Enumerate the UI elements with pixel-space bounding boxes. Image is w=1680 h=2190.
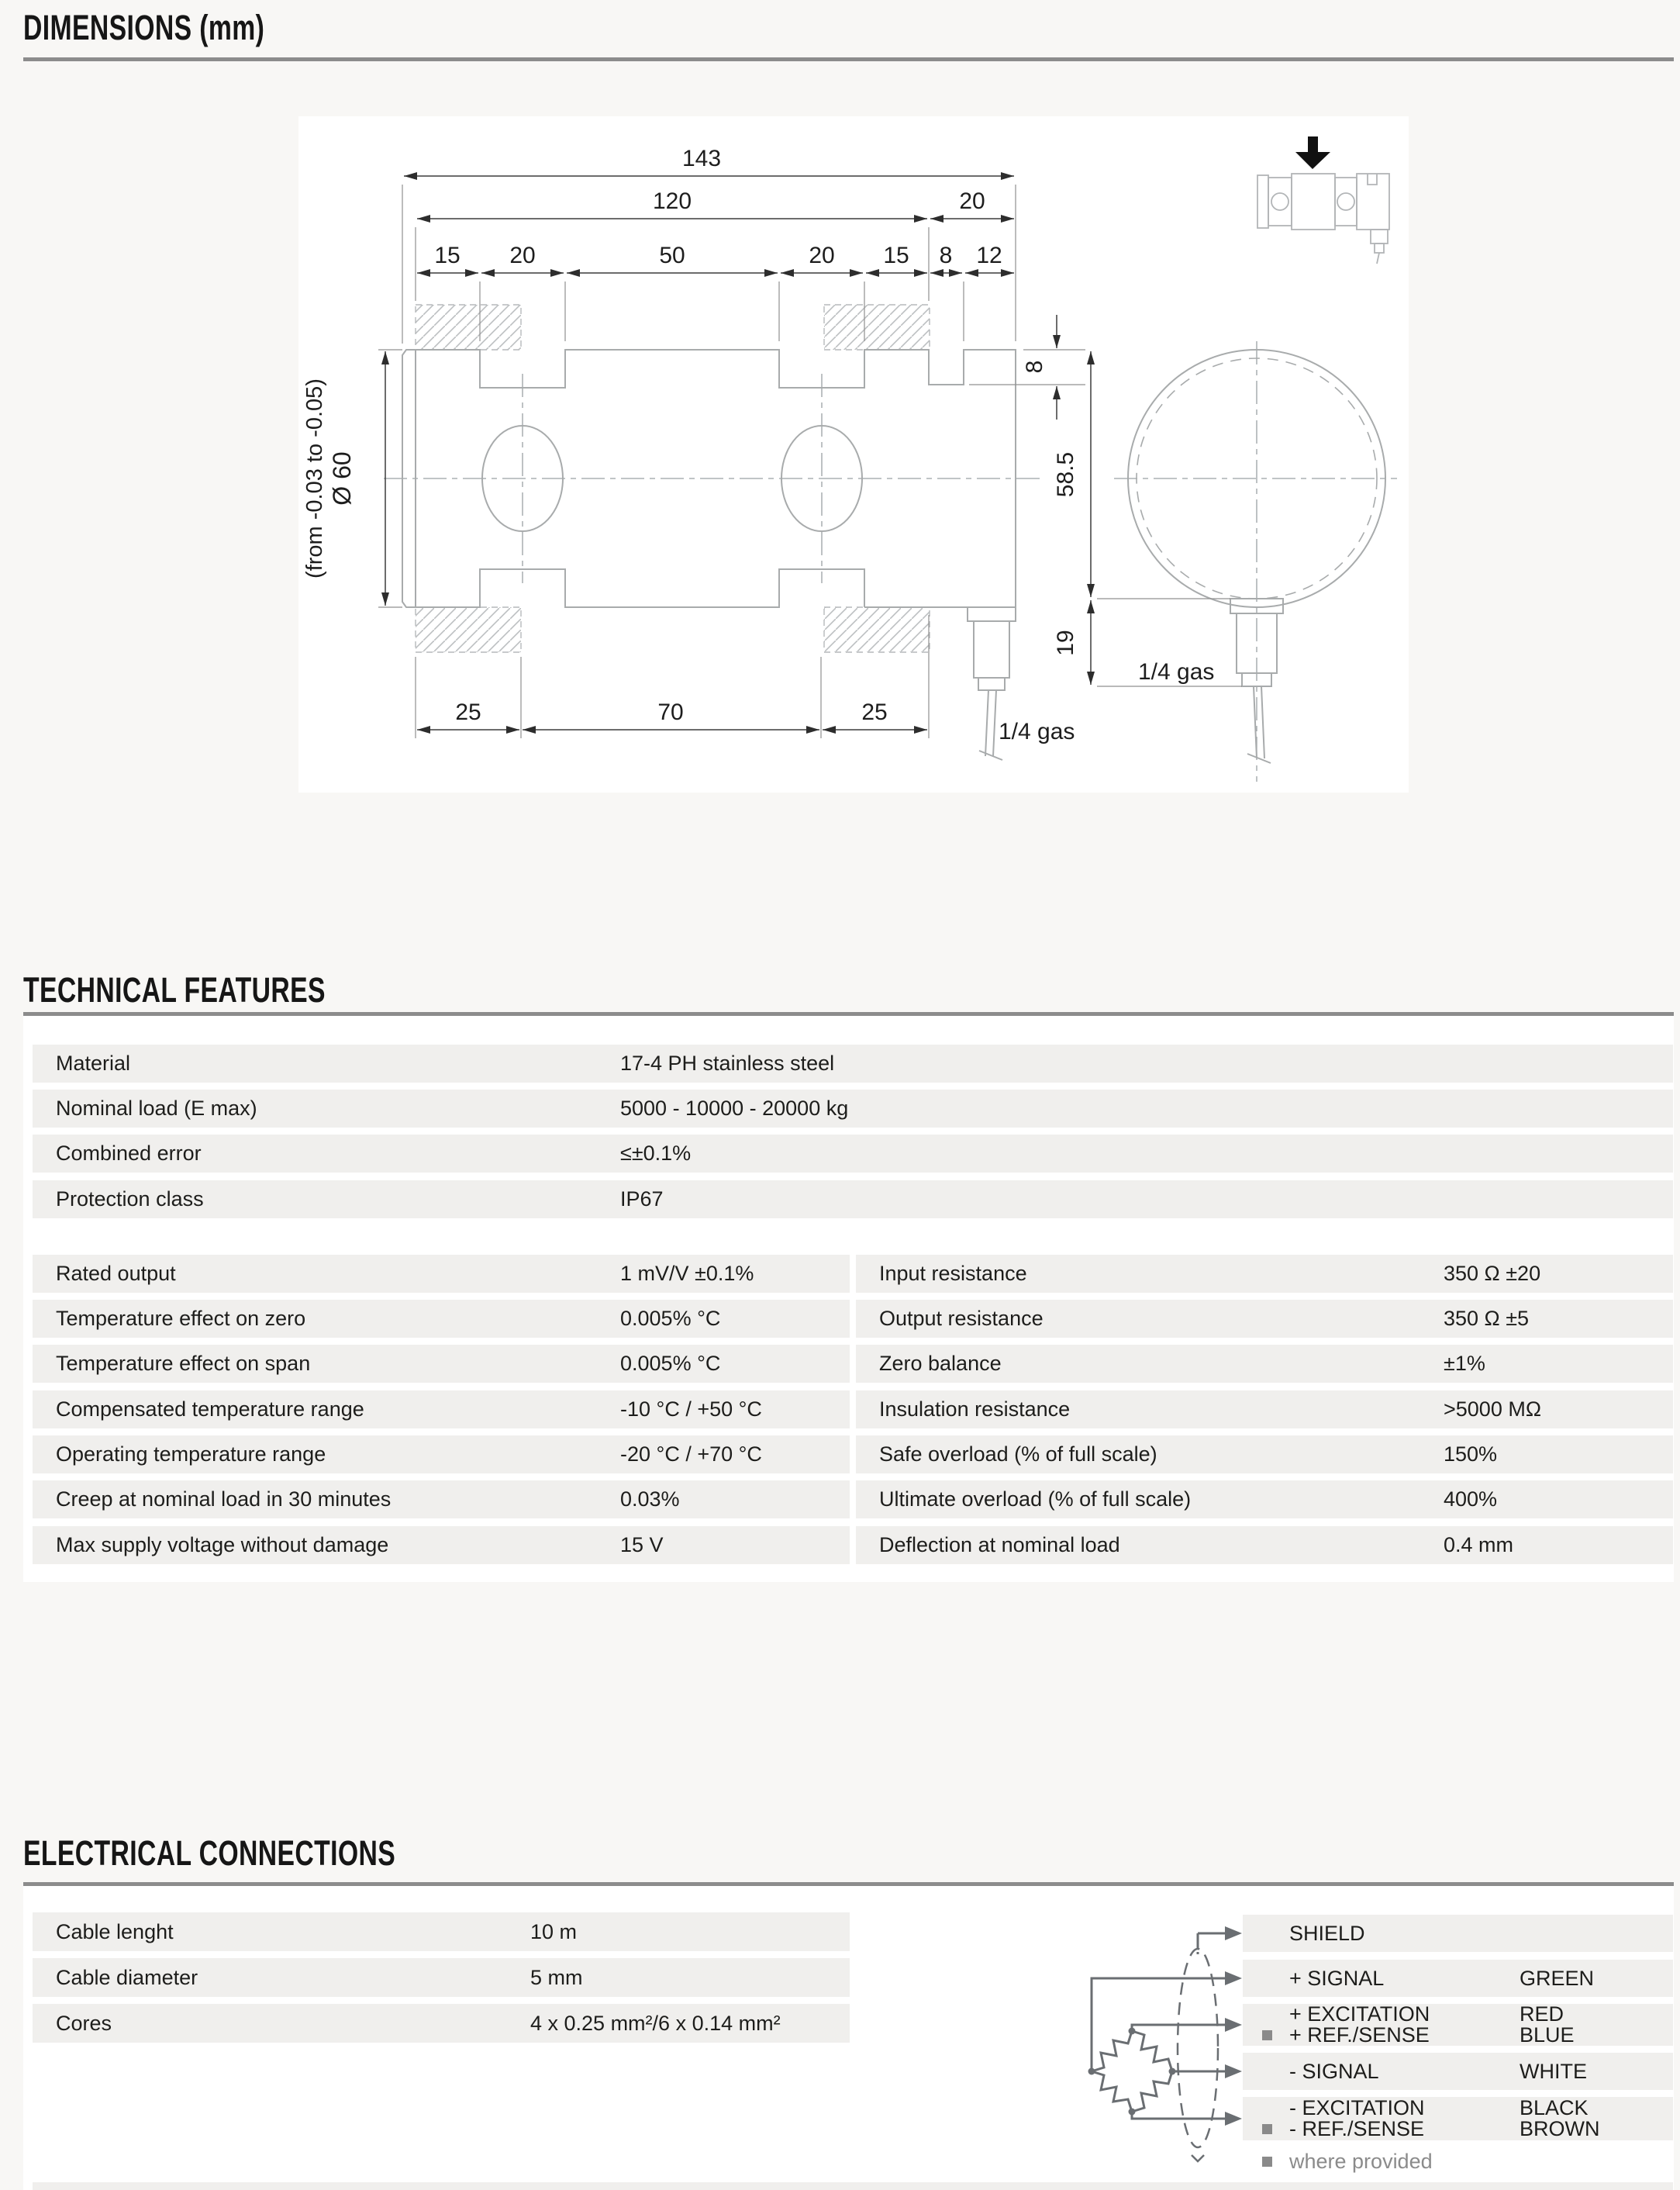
feature-label: Zero balance bbox=[879, 1352, 1002, 1375]
cable-label: Cores bbox=[56, 2011, 112, 2035]
dim-dia-tolerance: (from -0.03 to -0.05) bbox=[302, 378, 327, 579]
feature-value: 15 V bbox=[620, 1533, 664, 1556]
feature-label: Combined error bbox=[56, 1142, 202, 1165]
feature-value: 150% bbox=[1444, 1442, 1498, 1466]
wiring-row bbox=[1243, 2053, 1673, 2090]
table-row bbox=[33, 1912, 850, 1951]
feature-label: Operating temperature range bbox=[56, 1442, 326, 1466]
drawing-canvas bbox=[298, 116, 1409, 793]
feature-label: Protection class bbox=[56, 1187, 204, 1211]
dimensions-title: DIMENSIONS (mm) bbox=[23, 8, 265, 47]
bridge-nodes bbox=[1088, 2028, 1176, 2116]
wiring-row bbox=[1243, 2097, 1673, 2140]
wire-label: + EXCITATION bbox=[1289, 2002, 1430, 2026]
dim-notch-8: 8 bbox=[1022, 360, 1047, 374]
cable-label: Cable lenght bbox=[56, 1919, 174, 1943]
table-row bbox=[33, 2004, 850, 2043]
dim-143: 143 bbox=[681, 146, 722, 171]
cable-value: 4 x 0.25 mm²/6 x 0.14 mm² bbox=[530, 2011, 781, 2035]
feature-value: >5000 MΩ bbox=[1444, 1397, 1542, 1421]
wheatstone-bridge-diagram bbox=[1070, 1900, 1244, 2168]
feature-value: 350 Ω ±20 bbox=[1444, 1262, 1541, 1285]
wire-color: BLUE bbox=[1520, 2023, 1575, 2047]
label-quarter-gas-front: 1/4 gas bbox=[999, 719, 1075, 744]
loadcell-front-view bbox=[402, 350, 1016, 760]
electrical-connections-title: ELECTRICAL CONNECTIONS bbox=[23, 1833, 396, 1873]
feature-value: 0.03% bbox=[620, 1487, 680, 1511]
table-row bbox=[33, 1958, 850, 1997]
dim-seg-20b: 20 bbox=[809, 243, 835, 268]
feature-value: 0.005% °C bbox=[620, 1352, 721, 1375]
feature-label: Temperature effect on zero bbox=[56, 1307, 306, 1330]
feature-value: -20 °C / +70 °C bbox=[620, 1442, 762, 1466]
dim-seg-8: 8 bbox=[939, 243, 953, 268]
feature-value: 0.005% °C bbox=[620, 1307, 721, 1330]
dim-seg-15b: 15 bbox=[883, 243, 909, 268]
centerlines bbox=[384, 341, 1397, 782]
table-row bbox=[33, 1390, 850, 1428]
feature-value: 5000 - 10000 - 20000 kg bbox=[620, 1097, 849, 1120]
feature-value: 350 Ω ±5 bbox=[1444, 1307, 1530, 1330]
feature-value: 0.4 mm bbox=[1444, 1533, 1514, 1556]
wire-color: WHITE bbox=[1520, 2059, 1587, 2083]
table-row bbox=[33, 1526, 850, 1564]
wiring-row bbox=[1243, 1915, 1673, 1952]
wire-label: - EXCITATION bbox=[1289, 2096, 1425, 2119]
technical-features-title: TECHNICAL FEATURES bbox=[23, 970, 326, 1010]
dim-seg-12: 12 bbox=[976, 243, 1002, 268]
feature-label: Rated output bbox=[56, 1262, 176, 1285]
dim-seg-15a: 15 bbox=[434, 243, 461, 268]
feature-label: Creep at nominal load in 30 minutes bbox=[56, 1487, 392, 1511]
load-direction-arrow-icon bbox=[1295, 136, 1330, 169]
feature-value: 17-4 PH stainless steel bbox=[620, 1052, 835, 1075]
table-row bbox=[33, 1300, 850, 1338]
table-row bbox=[33, 1135, 1673, 1173]
wire-label: - SIGNAL bbox=[1289, 2059, 1379, 2083]
table-row bbox=[856, 1480, 1673, 1518]
table-row bbox=[33, 1480, 850, 1518]
note-text: where provided bbox=[1289, 2149, 1433, 2173]
wire-label: + REF./SENSE bbox=[1289, 2023, 1430, 2047]
dim-120: 120 bbox=[652, 188, 692, 214]
dim-70: 70 bbox=[657, 699, 684, 725]
dimension-drawing bbox=[298, 116, 1409, 793]
loadcell-mini-icon bbox=[1257, 174, 1389, 264]
table-row bbox=[856, 1300, 1673, 1338]
wire-arrow-icons bbox=[1225, 1926, 1242, 2126]
feature-value: 400% bbox=[1444, 1487, 1498, 1511]
wire-label: - REF./SENSE bbox=[1289, 2117, 1425, 2140]
table-row bbox=[33, 1090, 1673, 1128]
wire-label: + SIGNAL bbox=[1289, 1966, 1385, 1990]
wire-label: SHIELD bbox=[1289, 1921, 1365, 1945]
dim-seg-20a: 20 bbox=[509, 243, 536, 268]
cable-value: 5 mm bbox=[530, 1965, 583, 1989]
dim-25a: 25 bbox=[455, 699, 481, 725]
dim-58-5: 58.5 bbox=[1053, 451, 1078, 498]
where-provided-note bbox=[1243, 2150, 1433, 2173]
cable-value: 10 m bbox=[530, 1919, 578, 1943]
table-row bbox=[33, 1045, 1673, 1083]
cable-label: Cable diameter bbox=[56, 1965, 198, 1989]
dim-dia60: Ø 60 bbox=[328, 451, 356, 506]
feature-label: Safe overload (% of full scale) bbox=[879, 1442, 1157, 1466]
feature-label: Insulation resistance bbox=[879, 1397, 1071, 1421]
feature-value: -10 °C / +50 °C bbox=[620, 1397, 762, 1421]
dim-seg-50: 50 bbox=[659, 243, 685, 268]
where-provided-marker bbox=[1262, 2030, 1272, 2040]
label-quarter-gas-end: 1/4 gas bbox=[1138, 659, 1215, 685]
wire-color: BLACK bbox=[1520, 2096, 1589, 2119]
next-table-strip bbox=[33, 2182, 1673, 2190]
table-row bbox=[856, 1526, 1673, 1564]
where-provided-marker bbox=[1262, 2124, 1272, 2134]
feature-label: Input resistance bbox=[879, 1262, 1027, 1285]
table-row bbox=[33, 1345, 850, 1383]
wiring-row bbox=[1243, 2004, 1673, 2046]
table-row bbox=[33, 1255, 850, 1293]
wiring-row bbox=[1243, 1960, 1673, 1997]
table-row bbox=[856, 1435, 1673, 1473]
dim-20: 20 bbox=[959, 188, 985, 214]
table-row bbox=[856, 1390, 1673, 1428]
feature-label: Max supply voltage without damage bbox=[56, 1533, 389, 1556]
feature-value: 1 mV/V ±0.1% bbox=[620, 1262, 754, 1285]
wire-color: RED bbox=[1520, 2002, 1564, 2026]
feature-value: ≤±0.1% bbox=[620, 1142, 692, 1165]
feature-label: Temperature effect on span bbox=[56, 1352, 311, 1375]
feature-value: IP67 bbox=[620, 1187, 664, 1211]
dimension-labels bbox=[302, 146, 1214, 744]
dimensions-rule bbox=[23, 57, 1674, 61]
dim-19: 19 bbox=[1053, 630, 1078, 656]
dim-25b: 25 bbox=[861, 699, 888, 725]
table-row bbox=[856, 1255, 1673, 1293]
feature-label: Nominal load (E max) bbox=[56, 1097, 257, 1120]
table-row bbox=[856, 1345, 1673, 1383]
feature-value: ±1% bbox=[1444, 1352, 1485, 1375]
feature-label: Deflection at nominal load bbox=[879, 1533, 1120, 1556]
table-row bbox=[33, 1435, 850, 1473]
feature-label: Compensated temperature range bbox=[56, 1397, 364, 1421]
table-row bbox=[33, 1180, 1673, 1218]
feature-label: Material bbox=[56, 1052, 131, 1075]
feature-label: Output resistance bbox=[879, 1307, 1044, 1330]
where-provided-marker bbox=[1262, 2157, 1272, 2167]
wire-color: BROWN bbox=[1520, 2117, 1600, 2140]
wire-color: GREEN bbox=[1520, 1966, 1595, 1990]
feature-label: Ultimate overload (% of full scale) bbox=[879, 1487, 1192, 1511]
